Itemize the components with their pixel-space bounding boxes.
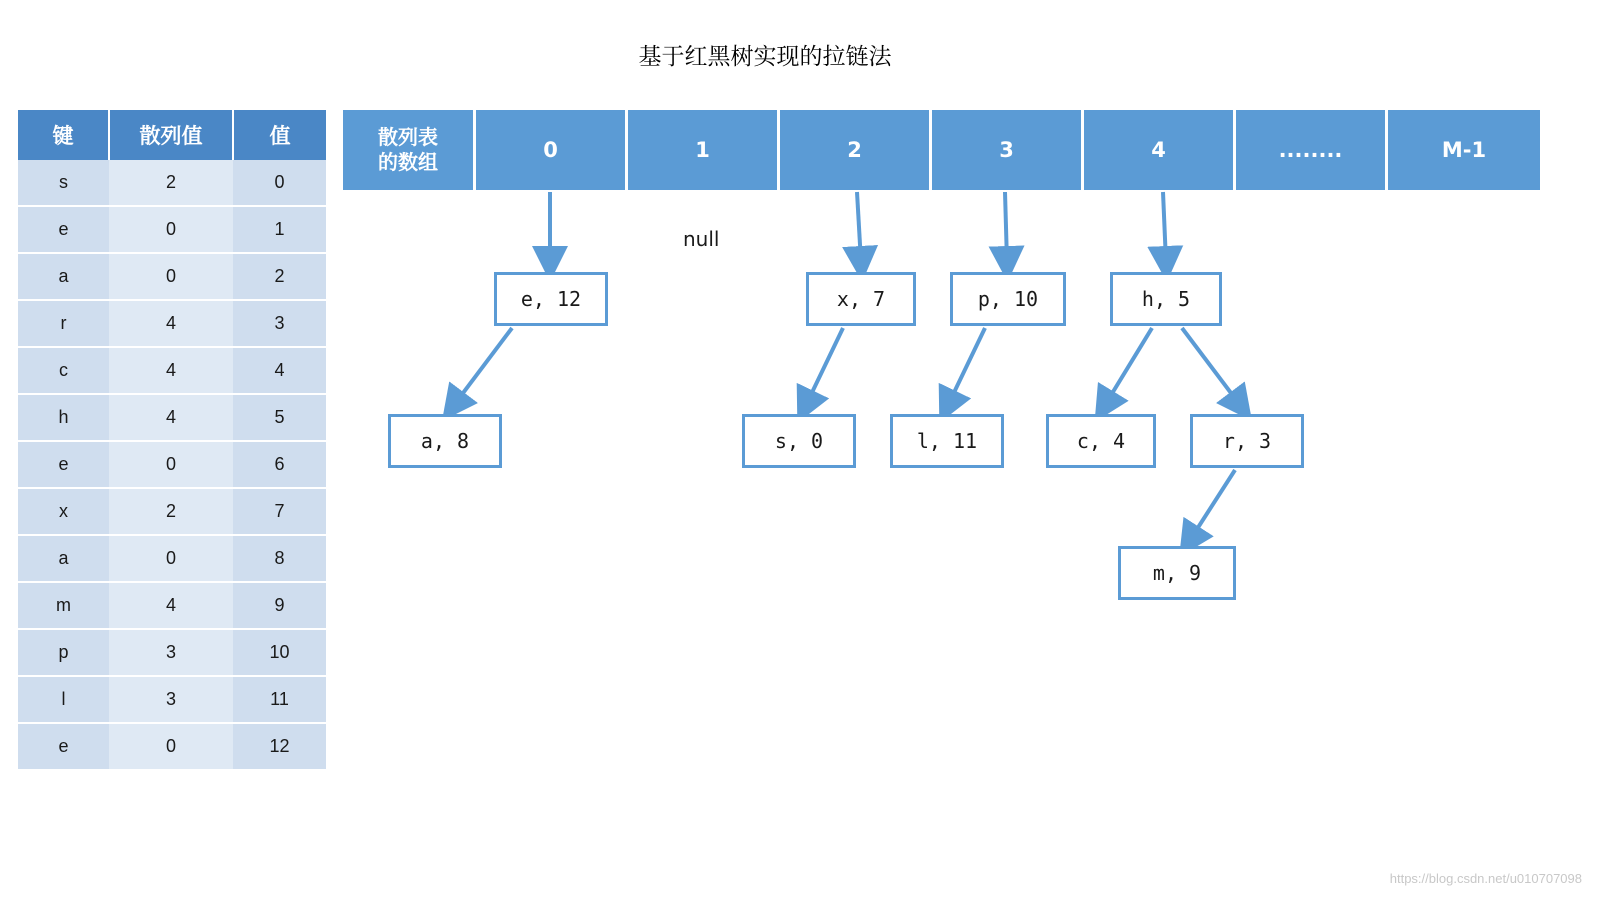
array-slot-1[interactable]: 1 — [628, 110, 780, 190]
cell-value: 9 — [233, 582, 326, 629]
array-slot-m-1[interactable]: M-1 — [1388, 110, 1540, 190]
cell-key: e — [18, 441, 109, 488]
cell-value: 1 — [233, 206, 326, 253]
table-row — [18, 582, 326, 629]
table-header-row — [18, 110, 326, 160]
cell-key: r — [18, 300, 109, 347]
cell-hash: 4 — [109, 347, 233, 394]
hash-array-label-line1: 散列表 — [378, 125, 438, 149]
table-row — [18, 394, 326, 441]
cell-value: 5 — [233, 394, 326, 441]
cell-key: a — [18, 253, 109, 300]
cell-hash: 0 — [109, 206, 233, 253]
array-slot-2[interactable]: 2 — [780, 110, 932, 190]
node-c-4[interactable]: c, 4 — [1046, 414, 1156, 468]
cell-hash: 0 — [109, 441, 233, 488]
cell-key: p — [18, 629, 109, 676]
node-p-10[interactable]: p, 10 — [950, 272, 1066, 326]
array-slot-3[interactable]: 3 — [932, 110, 1084, 190]
node-l-11[interactable]: l, 11 — [890, 414, 1004, 468]
cell-key: c — [18, 347, 109, 394]
cell-key: h — [18, 394, 109, 441]
cell-hash: 4 — [109, 394, 233, 441]
cell-value: 6 — [233, 441, 326, 488]
null-label: null — [683, 227, 720, 251]
watermark-text: https://blog.csdn.net/u010707098 — [1389, 871, 1582, 886]
cell-hash: 4 — [109, 582, 233, 629]
table-row — [18, 253, 326, 300]
cell-key: x — [18, 488, 109, 535]
hash-array-label-line2: 的数组 — [378, 150, 438, 174]
column-header-key: 键 — [18, 110, 109, 160]
table-row — [18, 160, 326, 206]
cell-value: 10 — [233, 629, 326, 676]
cell-hash: 3 — [109, 676, 233, 723]
hash-array — [343, 110, 1540, 190]
cell-hash: 0 — [109, 253, 233, 300]
column-header-value: 值 — [233, 110, 326, 160]
cell-hash: 0 — [109, 723, 233, 770]
cell-value: 7 — [233, 488, 326, 535]
cell-hash: 2 — [109, 488, 233, 535]
cell-hash: 3 — [109, 629, 233, 676]
table-row — [18, 347, 326, 394]
table-row — [18, 535, 326, 582]
table-row — [18, 300, 326, 347]
cell-key: m — [18, 582, 109, 629]
node-h-5[interactable]: h, 5 — [1110, 272, 1222, 326]
hash-array-label — [343, 110, 476, 190]
cell-value: 3 — [233, 300, 326, 347]
node-s-0[interactable]: s, 0 — [742, 414, 856, 468]
hash-key-table — [18, 110, 326, 771]
cell-hash: 4 — [109, 300, 233, 347]
node-x-7[interactable]: x, 7 — [806, 272, 916, 326]
array-slot-0[interactable]: 0 — [476, 110, 628, 190]
cell-key: s — [18, 160, 109, 206]
cell-value: 2 — [233, 253, 326, 300]
cell-key: l — [18, 676, 109, 723]
cell-hash: 2 — [109, 160, 233, 206]
cell-key: a — [18, 535, 109, 582]
table-row — [18, 206, 326, 253]
table-row — [18, 441, 326, 488]
cell-hash: 0 — [109, 535, 233, 582]
cell-value: 0 — [233, 160, 326, 206]
cell-key: e — [18, 206, 109, 253]
array-slot-ellipsis: ........ — [1236, 110, 1388, 190]
node-m-9[interactable]: m, 9 — [1118, 546, 1236, 600]
cell-value: 11 — [233, 676, 326, 723]
column-header-hash: 散列值 — [109, 110, 233, 160]
cell-value: 4 — [233, 347, 326, 394]
table-row — [18, 629, 326, 676]
node-a-8[interactable]: a, 8 — [388, 414, 502, 468]
page-title: 基于红黑树实现的拉链法 — [638, 44, 892, 70]
cell-key: e — [18, 723, 109, 770]
table-row — [18, 488, 326, 535]
array-slot-4[interactable]: 4 — [1084, 110, 1236, 190]
node-r-3[interactable]: r, 3 — [1190, 414, 1304, 468]
cell-value: 8 — [233, 535, 326, 582]
table-row — [18, 676, 326, 723]
table-row — [18, 723, 326, 770]
cell-value: 12 — [233, 723, 326, 770]
node-e-12[interactable]: e, 12 — [494, 272, 608, 326]
